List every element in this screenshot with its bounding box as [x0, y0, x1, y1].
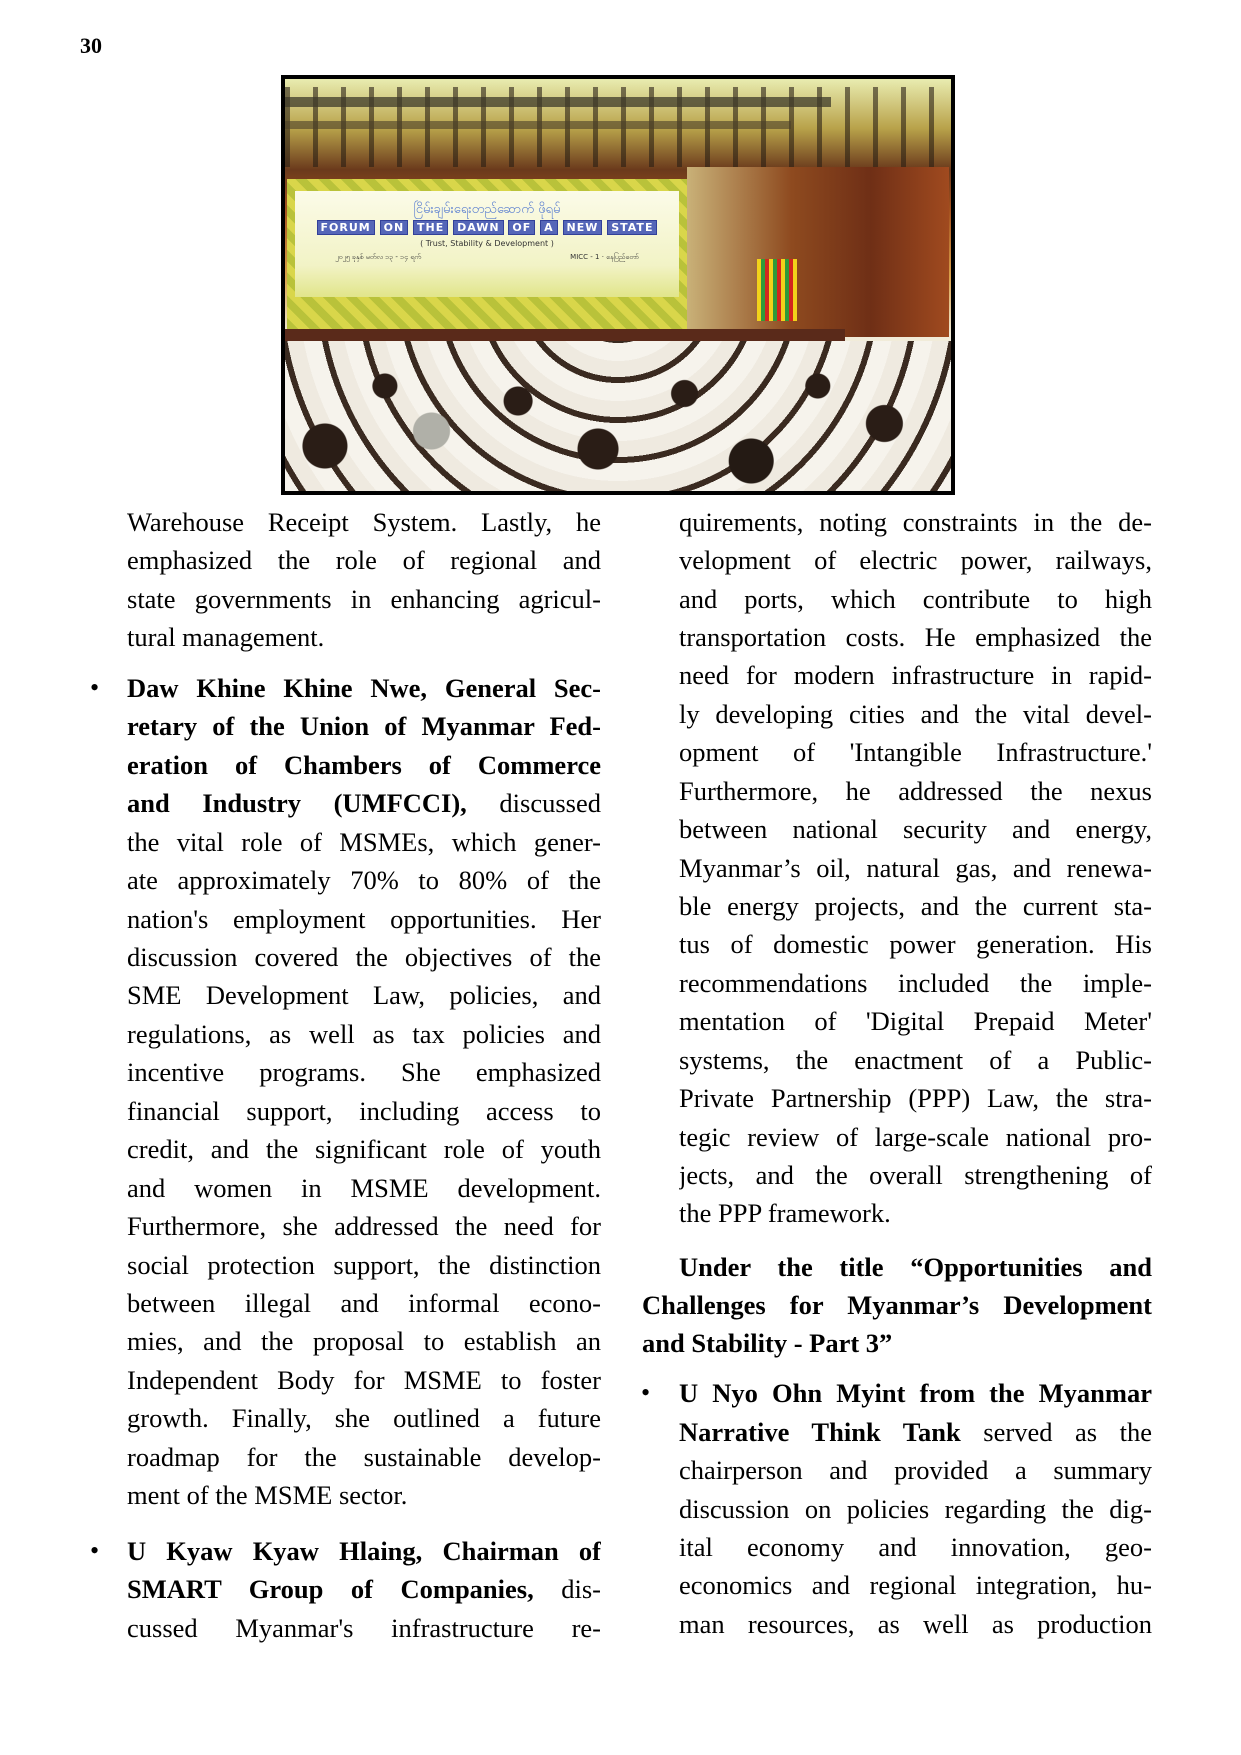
speaker-name-line: Daw Khine Khine Nwe, General Sec-	[127, 673, 601, 703]
text-line: quirements, noting constraints in the de-	[679, 507, 1152, 537]
text-line: ate approximately 70% to 80% of the	[127, 865, 601, 895]
text-line: and ports, which contribute to high	[679, 584, 1152, 614]
page-number: 30	[80, 33, 102, 58]
text-line: growth. Finally, she outlined a future	[127, 1403, 601, 1433]
text-line: need for modern infrastructure in rapid-	[679, 660, 1152, 690]
text-line: the PPP framework.	[679, 1198, 891, 1228]
bullet-marker: •	[641, 1378, 651, 1407]
text-line: between national security and energy,	[679, 814, 1152, 844]
text-line: discussion covered the objectives of the	[127, 942, 601, 972]
text-line: jects, and the overall strengthening of	[679, 1160, 1152, 1190]
text-line: Furthermore, he addressed the nexus	[679, 776, 1152, 806]
text-span: discussed	[499, 788, 601, 818]
text-line: tural management.	[127, 622, 325, 652]
flags	[757, 259, 797, 321]
banner-word: STATE	[607, 220, 657, 235]
speaker-name-line: U Nyo Ohn Myint from the Myanmar	[679, 1378, 1152, 1408]
text-line: state governments in enhancing agricul-	[127, 584, 601, 614]
audience	[285, 341, 951, 491]
text-line: regulations, as well as tax policies and	[127, 1019, 601, 1049]
banner-word: FORUM	[317, 220, 375, 235]
text-line: man resources, as well as production	[679, 1609, 1152, 1639]
banner-footer	[335, 253, 639, 263]
text-line: tus of domestic power generation. His	[679, 929, 1152, 959]
text-line: transportation costs. He emphasized the	[679, 622, 1152, 652]
text-line: opment of 'Intangible Infrastructure.'	[679, 737, 1152, 767]
banner-word: A	[540, 220, 558, 235]
text-line: roadmap for the sustainable develop-	[127, 1442, 601, 1472]
banner-venue: MICC - 1 · နေပြည်တော်	[570, 253, 639, 261]
truss-bar	[285, 121, 791, 129]
banner-word: DAWN	[453, 220, 504, 235]
text-line: financial support, including access to	[127, 1096, 601, 1126]
speaker-name-line: retary of the Union of Myanmar Fed-	[127, 711, 601, 741]
truss-bar	[285, 97, 831, 107]
text-line: Independent Body for MSME to foster	[127, 1365, 601, 1395]
text-line: between illegal and informal econo-	[127, 1288, 601, 1318]
speaker-name: Narrative Think Tank	[679, 1417, 961, 1447]
text-line: discussion on policies regarding the dig-	[679, 1494, 1152, 1524]
text-line: Myanmar’s oil, natural gas, and renewa-	[679, 853, 1152, 883]
text-line: cussed Myanmar's infrastructure re-	[127, 1613, 601, 1643]
text-line: nation's employment opportunities. Her	[127, 904, 601, 934]
text-line: recommendations included the imple-	[679, 968, 1152, 998]
banner-title	[295, 221, 679, 234]
text-line: SME Development Law, policies, and	[127, 980, 601, 1010]
speaker-name: and Industry (UMFCCI),	[127, 788, 467, 818]
text-line: incentive programs. She emphasized	[127, 1057, 601, 1087]
banner-screen	[295, 191, 679, 297]
text-span: dis-	[561, 1574, 601, 1604]
text-line: ital economy and innovation, geo-	[679, 1532, 1152, 1562]
text-line: ble energy projects, and the current sta-	[679, 891, 1152, 921]
text-line: mentation of 'Digital Prepaid Meter'	[679, 1006, 1152, 1036]
section-heading-line: Under the title “Opportunities and	[679, 1252, 1152, 1282]
banner-word: ON	[380, 220, 409, 235]
mixed-line	[127, 1570, 601, 1608]
text-line: tegic review of large-scale national pro-	[679, 1122, 1152, 1152]
speaker-name: SMART Group of Companies,	[127, 1574, 534, 1604]
section-heading-line: and Stability - Part 3”	[642, 1328, 893, 1358]
mixed-line	[679, 1413, 1152, 1451]
text-line: mies, and the proposal to establish an	[127, 1326, 601, 1356]
text-line: Warehouse Receipt System. Lastly, he	[127, 507, 601, 537]
bullet-marker: •	[90, 673, 100, 702]
banner-date: ၂၀၂၅ ခုနှစ် မတ်လ ၁၃ - ၁၄ ရက်	[335, 253, 422, 261]
mixed-line	[127, 784, 601, 822]
text-line: emphasized the role of regional and	[127, 545, 601, 575]
text-line: the vital role of MSMEs, which gener-	[127, 827, 601, 857]
text-line: Furthermore, she addressed the need for	[127, 1211, 601, 1241]
text-line: ment of the MSME sector.	[127, 1480, 408, 1510]
text-line: Private Partnership (PPP) Law, the stra-	[679, 1083, 1152, 1113]
bullet-marker: •	[90, 1536, 100, 1565]
text-line: velopment of electric power, railways,	[679, 545, 1152, 575]
text-line: systems, the enactment of a Public-	[679, 1045, 1152, 1075]
section-heading-line: Challenges for Myanmar’s Development	[642, 1290, 1152, 1320]
banner-word: NEW	[563, 220, 603, 235]
text-line: chairperson and provided a summary	[679, 1455, 1152, 1485]
text-line: and women in MSME development.	[127, 1173, 601, 1203]
banner-subtitle: ( Trust, Stability & Development )	[420, 239, 554, 248]
speaker-name-line: eration of Chambers of Commerce	[127, 750, 601, 780]
banner-myanmar-title: ငြိမ်းချမ်းရေးတည်ဆောက် ဖိုရမ်	[413, 202, 561, 217]
banner-word: OF	[508, 220, 535, 235]
banner-word: THE	[413, 220, 448, 235]
text-line: social protection support, the distinction	[127, 1250, 601, 1280]
text-line: ly developing cities and the vital devel-	[679, 699, 1152, 729]
text-line: economics and regional integration, hu-	[679, 1570, 1152, 1600]
text-line: credit, and the significant role of youth	[127, 1134, 601, 1164]
stage-wall	[687, 167, 949, 337]
text-span: served as the	[983, 1417, 1152, 1447]
speaker-name-line: U Kyaw Kyaw Hlaing, Chairman of	[127, 1536, 601, 1566]
forum-photo	[281, 75, 955, 495]
